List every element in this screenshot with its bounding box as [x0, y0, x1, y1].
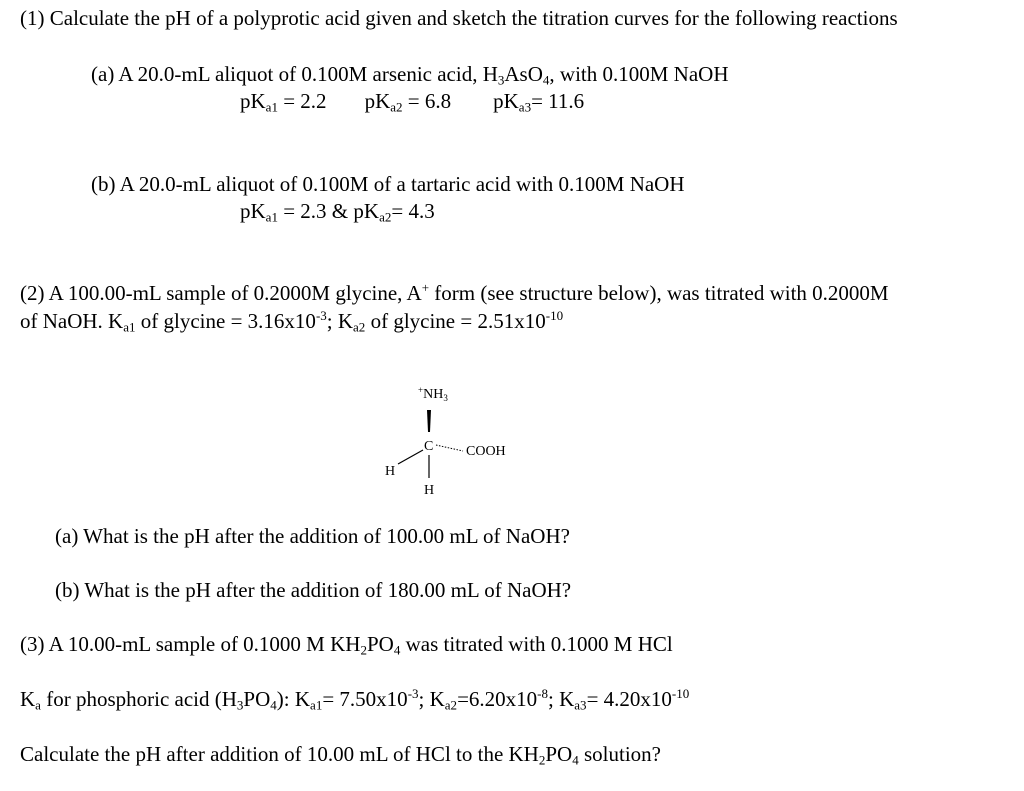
q1a-pka-values	[240, 89, 585, 115]
q2-statement-line1: (2) A 100.00-mL sample of 0.2000M glycine, A+ form (see structure below), was titrated with 0.2000M	[20, 279, 889, 305]
q1a-statement: (a) A 20.0-mL aliquot of 0.100M arsenic acid, $H_3AsO_4$, with 0.100M NaOH	[91, 62, 729, 88]
hash-bond	[436, 445, 463, 451]
carbon-label: C	[424, 439, 434, 454]
q2-statement-line2: of NaOH. $K_{a1}$ of glycine = $3.16x10^{-3}$; $K_{a2}$ of glycine = $2.51x10^{-10}$	[20, 307, 564, 335]
q3-question: Calculate the pH after addition of 10.00 mL of HCl to the $KH_2PO_4$ solution?	[20, 742, 661, 768]
cooh-label: COOH	[466, 444, 506, 459]
q2a-question: (a) What is the pH after the addition of 100.00 mL of NaOH?	[55, 524, 570, 548]
pka1: $pK_{a1} = 2.2$	[240, 89, 327, 115]
glycine-structure	[360, 382, 540, 500]
pka3: $pK_{a3}= 11.6$	[493, 89, 585, 115]
bond-h-left	[398, 450, 423, 464]
q1-title: (1) Calculate the pH of a polyprotic acid given and sketch the titration curves for the following reactions	[20, 6, 898, 30]
q3-ka-values: $K_a$ for phosphoric acid $(H_3PO_4)$: $K_{a1}= 7.50x10^{-3}$; $K_{a2}=6.20x10^{-8}$; $K_{a3}= 4.20x10^{-10}$	[20, 685, 690, 713]
q1b-pka-values: $pK_{a1} = 2.3$ & $pK_{a2}= 4.3$	[240, 199, 435, 225]
wedge-bond	[427, 410, 431, 432]
h-left-label: H	[385, 464, 396, 479]
q1b-statement: (b) A 20.0-mL aliquot of 0.100M of a tartaric acid with 0.100M NaOH	[91, 172, 685, 196]
q3-statement: (3) A 10.00-mL sample of 0.1000 M $KH_2PO_4$ was titrated with 0.1000 M HCl	[20, 632, 673, 658]
pka2: $pK_{a2} = 6.8$	[364, 89, 452, 115]
nh3-label: $^+NH_3$	[418, 385, 448, 403]
q2b-question: (b) What is the pH after the addition of 180.00 mL of NaOH?	[55, 578, 572, 602]
h-bottom-label: H	[424, 483, 435, 498]
